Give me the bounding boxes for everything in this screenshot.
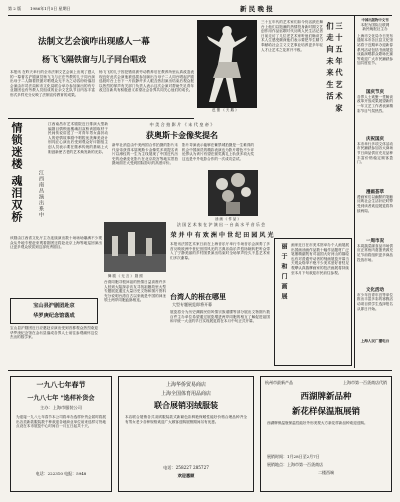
ad-1	[10, 376, 112, 492]
side-box-body: 画家近日在市美术馆举办个人画展展出国画油画作品数十幅作品题材广泛笔墨精湛既有对祖国大好河山的描绘也有对普通劳动者的刻画展览开幕当天观众络绎不绝不少美术爱好者驻足观摩认真揣摩画家的技法画展将持续至本月下旬欢迎市民前往参观。	[291, 243, 349, 275]
left-box-body: 宝山县沪剧团近日应邀赴京演出受到首都观众热烈欢迎华罗庚纪念馆在金坛县落成各界人士前往参观缅怀这位杰出的数学家。	[10, 326, 98, 340]
main-headline-2: 杨飞飞隔铁窗与儿子同台唱戏	[42, 55, 146, 64]
right-column-rule	[354, 16, 355, 368]
ad-3-kicker2: 上海市第一百货商店代销	[343, 380, 387, 385]
photo-caption-center-small: 油 画 《 作 品 》	[215, 217, 241, 221]
page-date: 1986年1月5日 星期日	[30, 6, 71, 11]
stage-photo	[104, 222, 166, 272]
ad-2	[118, 376, 254, 492]
ad-3-floor: 二楼西端	[318, 470, 334, 475]
ad-1-org: 主办：上海市服装公司	[40, 405, 82, 410]
right-column-body: 市少年宫青年宫等单位推出丰富多彩的寒假活动项目供学生选择报名从即日开始。	[357, 292, 393, 311]
ad-3-date: 展销时间：1月28日至2月7日	[267, 454, 320, 459]
right-item-title-5: 文化活动	[366, 287, 384, 293]
ad-3-title2: 新花样保温瓶展销	[291, 407, 360, 417]
ad-3-body: 西湖牌保温瓶保温性能好外形美观大方新花样新品种欢迎选购。	[267, 421, 368, 425]
ad-1-body: 为迎接一九八七年春节本公司将举办选样补货会届时将展出各类新款服装数千种欢迎各地商业单位前来选样订货地点设在本市展览中心时间自一月五日起共十天。	[16, 415, 106, 429]
ad-2-line2: 上海全国体育用品商店	[160, 391, 211, 397]
ad-1-phone: 电话：222310 电报：5948	[35, 471, 87, 476]
main-article-body: 本报讯 在昨天举行的全市法制文艺会演上出现了感人的一幕著名沪剧演员杨飞飞与正在劳教的儿子同台演出母子二人隔着铁窗对唱观众无不为之动容纷纷落泪会演由市司法局和市文化局联合举办参加演出的有专业剧团也有劳教人员组成的业余文艺队节目内容丰富形式多样充分反映了法制宣传教育的成果。	[10, 70, 95, 97]
side-box	[274, 238, 352, 366]
flower-painting-photo	[208, 170, 258, 216]
ads-top-rule	[8, 370, 392, 371]
ad-1-title: 一九八七年春节	[36, 381, 86, 389]
right-item-title-3: 漫画荟萃	[366, 189, 384, 195]
right-item-title-2: 庆祝国庆	[366, 136, 384, 142]
right-article-body: 三十五年代的艺术家们如今仍活跃在舞台上他们以饱满的热情投身新时期文艺创作用作品讴歌时代反映人民生活记者日前走访了几位老艺术家听他们畅谈艺术人生感受颇深他们表示要把毕生精力奉献给社会主义文艺事业培养更多年轻人才让艺术之花常开不败。	[261, 20, 323, 52]
photo-caption-middle-left: 舞 剧 《 无 言 》 剧 照	[108, 274, 143, 278]
flower-illustration	[208, 170, 258, 216]
ad-3-kicker-row	[261, 377, 391, 386]
concert-headline: 荣 并 中 有 欢 洲 中 世 纪 田 园 风 光	[170, 232, 274, 239]
vertical-title-main: 情锁迷楼 魂泪双桥	[10, 122, 23, 223]
ad-3	[260, 376, 392, 492]
ad-1-title2: 一九八七年 "选样补货会	[27, 395, 95, 402]
small-headline-sub: 大型专题展览即将开幕	[172, 302, 212, 307]
left-article-body: 江西南昌市艺术剧院近日排演大型新编剧目情锁迷楼魂泪双桥该剧取材于民间传说讲述了一对青年男女曲折动人的爱情故事剧中唱腔优美舞美设计别具匠心演出后受到观众好评剧组主创人员表示要在继承传统的基础上大胆创新使古老的艺术焕发新的光彩。	[48, 122, 108, 154]
ad-2-title: 联合展销羽绒服装	[154, 401, 218, 410]
ad-3-title1: 西湖牌新品种	[300, 392, 352, 402]
main-article-body: 杨飞飞的儿子因犯错误被劳动教养后在教养所里认真改造表现良好此次会演他被选拔参加演出当母子二人同台唱起沪剧选段时台上台下一片寂静许多人眼含热泪演出结束后观众报以热烈的掌声有关部门负责人表示这次会演对帮助失足青年改过自新具有积极意义希望社会各界共同关心他们的成长。	[99, 70, 194, 93]
ad-2-tag: 欢迎惠顾	[177, 473, 195, 478]
small-headline: 台湾人的根在哪里	[170, 293, 226, 301]
left-lower-article-body: 该剧由江西省文化厅主办连续演出数十场场场爆满不少观众从外地专程赶来观看剧团还将赴北京上海等地巡回演出让更多观众欣赏到这部优秀剧目。	[10, 236, 102, 250]
right-item-title-4: 一周市况	[366, 238, 384, 244]
page-header	[8, 4, 392, 14]
ad-2-phone: 电话：258227 285727	[163, 465, 209, 470]
vertical-headline-right: 三 十 五 年 代 艺 术 家 们 走 向 未 来 生 活	[326, 22, 344, 113]
photo-caption-top-right: 芭 蕾 《 天 鹅 》	[212, 108, 239, 112]
concert-article-body: 本报讯法国艺术家日前在上海音乐厅举行专场音乐会演奏了多首反映欧洲中世纪田园风光的古典乐曲乐声悠扬婉转把听众带入了宁静美丽的乡村图景演出结束时全场掌声经久不息艺术家们多次谢幕。	[170, 242, 270, 260]
award-kicker: 中 美 合 拍 影 片 《 末 代 皇 帝 》	[149, 122, 215, 127]
right-column-body: 本市举行多项文体活动市民踊跃参加各大商场节日商品供应充足品种丰富价格稳定顾客盈门。	[357, 141, 393, 165]
stage-illustration	[104, 222, 166, 272]
vertical-title-sub: 江西南昌演出系中	[38, 170, 44, 218]
header-rule	[8, 15, 392, 16]
right-column-body: 漫画家们以幽默的笔触反映社会生活针砭时弊受到读者欢迎展览将持续两周。	[357, 194, 393, 213]
ad-2-line1: 上海华侨贸易商店	[165, 382, 206, 388]
small-headline-body: 台湾同胞寻根问祖的热情日益高涨许多人回到大陆探亲访友寻找祖籍故里大型专题展览通过大量历史文物和图片资料充分说明台湾自古以来就是中国的神圣领土两岸同胞血脉相连。	[104, 280, 166, 303]
left-box-1	[10, 298, 98, 324]
right-item-title-1: 国庆节庆	[366, 89, 384, 95]
dancer-illustration	[197, 20, 257, 108]
page-number: 第 2 版	[8, 6, 22, 11]
dancer-photo	[197, 20, 257, 108]
right-column-body: 本周蔬菜副食品市场供应正常鱼肉禽蛋货源充足节前将组织更多商品投放市场。	[357, 243, 393, 262]
award-headline: 获奥斯卡金像奖提名	[146, 131, 218, 140]
ad-2-body: 本店联合展销各式羽绒服装款式新颖色彩鲜艳保暖性能好价格合理品种齐全有男女老少各种规格欢迎广大顾客选购展销期间另有优惠。	[125, 415, 247, 424]
divider	[8, 118, 194, 119]
right-column-line3: 新民晚报社主办	[362, 27, 388, 32]
side-box-title: 丽 于 和 门 画 展	[280, 243, 287, 301]
award-article-body: 新华社消息由中美两国合作拍摄的影片末代皇帝获得本届奥斯卡金像奖多项提名该片以溥仪的一生为主线展现了中国近代历史的沧桑变化影片在北京故宫等地实景拍摄场面宏大受到国际影坛的高度评价。	[112, 143, 178, 166]
ad-3-place: 展销地点：上海市第一百货商店	[267, 462, 323, 467]
right-column-line1: 中国出版物中文刊	[361, 18, 389, 22]
left-box-1-sub: 华罗庚纪念馆落成	[33, 313, 75, 319]
left-box-1-title: 宝山县沪剧团赴京	[33, 303, 75, 309]
ad-3-kicker: 杭州市最新产品	[265, 380, 293, 385]
concert-kicker: 法 国 艺 术 家 在 沪 演 出 一 台 高 水 平 音 乐 会	[176, 222, 266, 227]
right-column-line2: 本报为国际互联网	[360, 22, 390, 27]
award-article-body: 影片导演表示能够在紫禁城拍摄是一生难得的机会中国演员的精彩表演也为影片增色不少评论界认为该片有望在颁奖典礼上斩获多项大奖这也是中外电影合作的一次成功尝试。	[182, 143, 254, 161]
right-column-body: 上海市文化局今日发布通知本市各区县文化馆站将于近期举办迎新春系列活动包括书画展览戏曲演唱群众歌咏比赛等欢迎广大市民踊跃参加共度佳节。	[357, 33, 393, 66]
small-headline-body-2: 展览将分为历史渊源民俗风情宗族谱牒等部分展出文物图片数百件主办单位希望通过展览增进两岸同胞的相互了解促进祖国和平统一大业的早日实现展览将在本月中旬正式开幕。	[170, 310, 270, 324]
right-column-bottom-tag: 上海人民广播电台	[360, 338, 390, 343]
right-column	[357, 18, 393, 368]
right-column-body: 各界人士欢聚一堂畅谈改革开放成果展望新的一年文艺工作者表演精彩节目气氛热烈。	[357, 94, 393, 113]
main-headline-1: 法制文艺会演咋出现感人一幕	[38, 37, 150, 47]
masthead: 新 民 晚 报	[240, 5, 273, 13]
